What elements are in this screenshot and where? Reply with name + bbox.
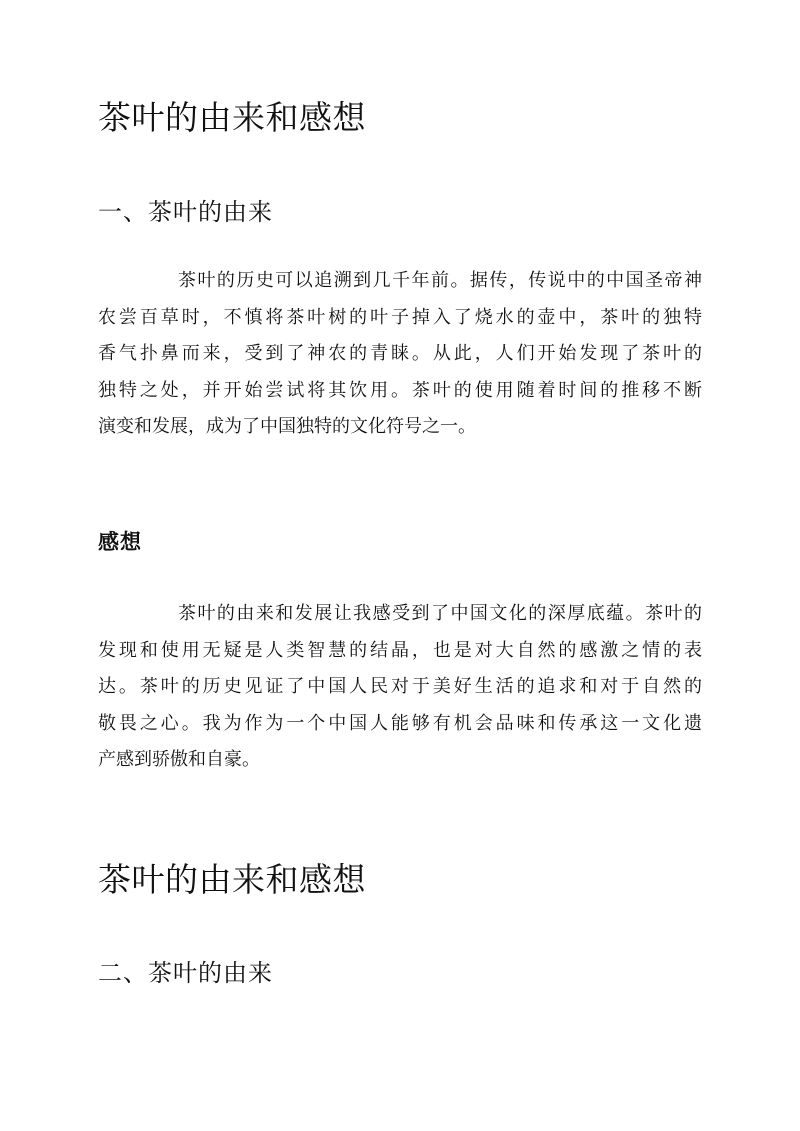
paragraph-line: 农尝百草时，不慎将茶叶树的叶子掉入了烧水的壶中，茶叶的独特 [98, 306, 702, 328]
paragraph-line: 敬畏之心。我为作为一个中国人能够有机会品味和传承这一文化遗 [98, 712, 702, 734]
section-heading-origin: 一、茶叶的由来 [98, 198, 273, 226]
reflection-paragraph [98, 596, 702, 779]
second-document-title: 茶叶的由来和感想 [98, 860, 366, 899]
paragraph-line: 香气扑鼻而来，受到了神农的青睐。从此，人们开始发现了茶叶的 [98, 343, 702, 364]
section-heading-origin-2: 二、茶叶的由来 [98, 959, 273, 987]
paragraph-line: 产感到骄傲和自豪。 [98, 749, 260, 770]
paragraph-line: 茶叶的历史可以追溯到几千年前。据传，传说中的中国圣帝神 [178, 270, 702, 291]
origin-paragraph [98, 263, 702, 446]
paragraph-line: 茶叶的由来和发展让我感受到了中国文化的深厚底蕴。茶叶的 [178, 603, 702, 624]
reflection-heading: 感想 [98, 529, 142, 554]
paragraph-line: 发现和使用无疑是人类智慧的结晶，也是对大自然的感激之情的表 [98, 639, 702, 661]
paragraph-line: 达。茶叶的历史见证了中国人民对于美好生活的追求和对于自然的 [98, 676, 702, 697]
paragraph-line: 演变和发展，成为了中国独特的文化符号之一。 [98, 416, 476, 437]
paragraph-line: 独特之处，并开始尝试将其饮用。茶叶的使用随着时间的推移不断 [98, 379, 702, 401]
document-title: 茶叶的由来和感想 [98, 98, 366, 137]
